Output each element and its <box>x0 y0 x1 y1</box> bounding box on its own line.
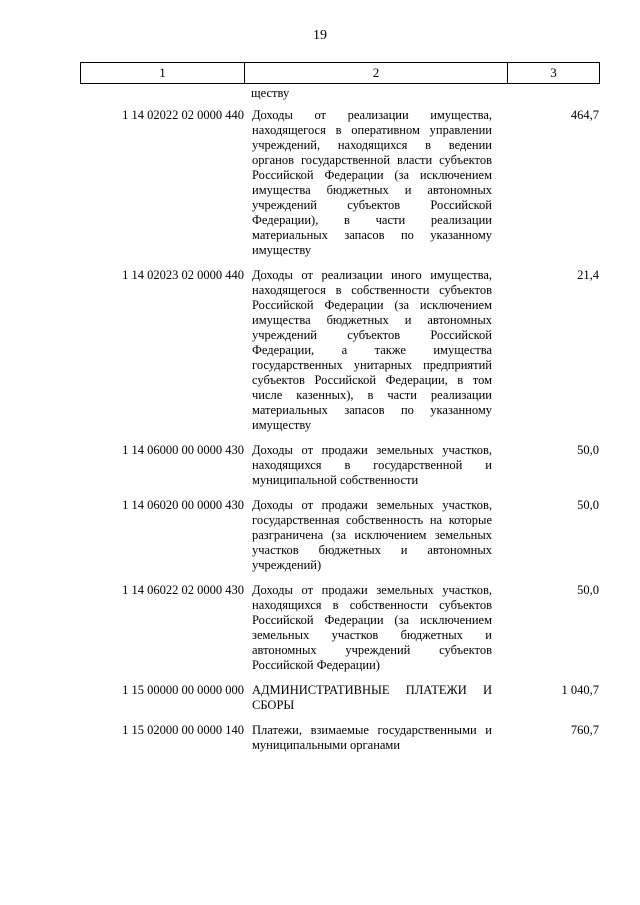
column-header-2: 2 <box>245 63 508 84</box>
income-amount: 760,7 <box>570 723 599 737</box>
column-header-1: 1 <box>81 63 245 84</box>
page-number: 19 <box>313 28 327 43</box>
table-row <box>80 498 599 573</box>
budget-code: 1 14 02022 02 0000 440 <box>122 108 244 122</box>
table-row <box>80 683 599 713</box>
budget-code: 1 15 02000 00 0000 140 <box>122 723 244 737</box>
income-description: Доходы от реализации иного имущества, находящегося в собственности субъектов Российской Федерации (за исключением имущества бюджетных и автономных учреждений субъектов Российской Федерации, а также имущества государственных унитарных предприятий субъектов Российской Федерации, в том числе казенных), в части реализации материальных запасов по указанному имуществу <box>252 268 492 432</box>
budget-code: 1 14 06022 02 0000 430 <box>122 583 244 597</box>
table-row <box>80 723 599 753</box>
income-description: АДМИНИСТРАТИВНЫЕ ПЛАТЕЖИ И СБОРЫ <box>252 683 492 712</box>
income-description: Платежи, взимаемые государственными и муниципальными органами <box>252 723 492 752</box>
income-description: Доходы от продажи земельных участков, находящихся в государственной и муниципальной собственности <box>252 443 492 487</box>
income-table-body <box>80 108 599 763</box>
income-amount: 464,7 <box>570 108 599 122</box>
budget-code: 1 14 06000 00 0000 430 <box>122 443 244 457</box>
table-row <box>80 443 599 488</box>
continuation-text: ществу <box>251 86 290 100</box>
budget-code: 1 14 02023 02 0000 440 <box>122 268 244 282</box>
income-amount: 50,0 <box>577 498 599 512</box>
table-row <box>80 268 599 433</box>
income-amount: 1 040,7 <box>561 683 599 697</box>
income-description: Доходы от реализации имущества, находящегося в оперативном управлении учреждений, находящихся в ведении органов государственной власти субъектов Российской Федерации (за исключением имущества бюджетных и автономных учреждений субъектов Российской Федерации), в части реализации материальных запасов по указанному имуществу <box>252 108 492 257</box>
income-amount: 21,4 <box>577 268 599 282</box>
table-row <box>80 583 599 673</box>
income-amount: 50,0 <box>577 443 599 457</box>
income-description: Доходы от продажи земельных участков, государственная собственность на которые разграничена (за исключением земельных участков бюджетных и автономных учреждений) <box>252 498 492 572</box>
budget-code: 1 15 00000 00 0000 000 <box>122 683 244 697</box>
table-row <box>80 108 599 258</box>
column-header-3: 3 <box>508 63 600 84</box>
income-amount: 50,0 <box>577 583 599 597</box>
income-description: Доходы от продажи земельных участков, находящихся в собственности субъектов Российской Федерации (за исключением земельных участков бюджетных и автономных учреждений субъектов Российской Федерации) <box>252 583 492 672</box>
column-header-table <box>80 62 600 84</box>
budget-code: 1 14 06020 00 0000 430 <box>122 498 244 512</box>
